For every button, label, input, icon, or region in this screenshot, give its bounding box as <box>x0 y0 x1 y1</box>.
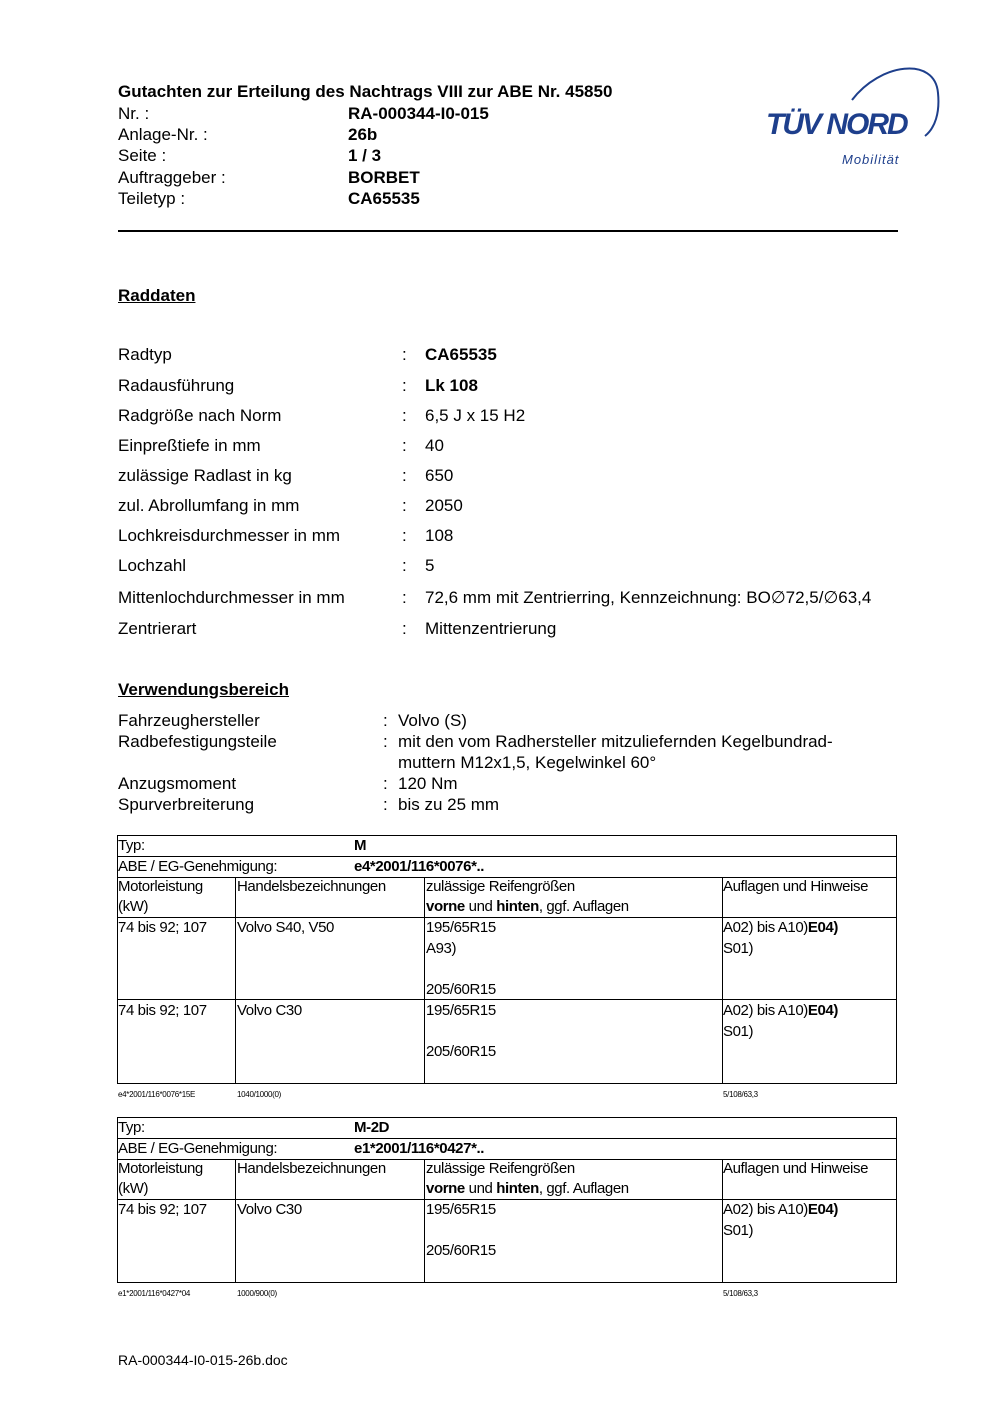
tuv-nord-logo <box>760 58 945 173</box>
col-header-auflagen: Auflagen und Hinweise <box>723 1160 869 1177</box>
cell-tire: 195/65R15 <box>426 1201 496 1218</box>
col-header-vorne-hinten: vorne und hinten, ggf. Auflagen <box>426 898 629 915</box>
typ-label: Typ: <box>118 837 145 854</box>
cell-notes: A02) bis A10)E04) <box>723 1002 838 1019</box>
table-footnote-code: e4*2001/116*0076*15E <box>118 1090 196 1099</box>
typ-value: M <box>354 837 367 854</box>
field-label-seite: Seite : <box>118 146 167 165</box>
abe-label: ABE / EG-Genehmigung: <box>118 858 278 875</box>
cell-tire: 195/65R15 <box>426 1002 496 1019</box>
field-value-anlage: 26b <box>348 125 378 144</box>
cell-kw: 74 bis 92; 107 <box>118 1002 207 1019</box>
cell-name: Volvo C30 <box>237 1201 302 1218</box>
col-header-auflagen: Auflagen und Hinweise <box>723 878 869 895</box>
field-label-auftraggeber: Auftraggeber : <box>118 168 226 187</box>
cell-kw: 74 bis 92; 107 <box>118 1201 207 1218</box>
document-title: Gutachten zur Erteilung des Nachtrags VIII zur ABE Nr. 45850 <box>118 82 613 101</box>
table-footnote-code: e1*2001/116*0427*04 <box>118 1289 191 1298</box>
col-header-vorne-hinten: vorne und hinten, ggf. Auflagen <box>426 1180 629 1197</box>
col-header-motorleistung: Motorleistung <box>118 878 203 895</box>
footer-filename: RA-000344-I0-015-26b.doc <box>118 1352 288 1368</box>
field-label-anlage: Anlage-Nr. : <box>118 125 208 144</box>
field-value-auftraggeber: BORBET <box>348 168 420 187</box>
col-header-motorleistung: Motorleistung <box>118 1160 203 1177</box>
cell-notes: S01) <box>723 1222 754 1239</box>
abe-label: ABE / EG-Genehmigung: <box>118 1140 278 1157</box>
field-value-teiletyp: CA65535 <box>348 189 420 208</box>
cell-tire: 195/65R15 <box>426 919 496 936</box>
table-footnote-bolt: 5/108/63,3 <box>723 1289 758 1298</box>
field-label-teiletyp: Teiletyp : <box>118 189 186 208</box>
cell-tire: 205/60R15 <box>426 1043 496 1060</box>
field-value-seite: 1 / 3 <box>348 146 382 165</box>
table-footnote-weight: 1000/900(0) <box>237 1289 277 1298</box>
cell-notes: S01) <box>723 940 754 957</box>
abe-value: e1*2001/116*0427*.. <box>354 1140 485 1157</box>
cell-notes: A02) bis A10)E04) <box>723 1201 838 1218</box>
logo-sub: Mobilität <box>842 152 900 167</box>
field-label-nr: Nr. : <box>118 104 150 123</box>
typ-row <box>117 835 897 857</box>
cell-tire: 205/60R15 <box>426 1242 496 1259</box>
table-footnote-weight: 1040/1000(0) <box>237 1090 281 1099</box>
col-header-kw: (kW) <box>118 1180 149 1197</box>
cell-tire: 205/60R15 <box>426 981 496 998</box>
field-value-nr: RA-000344-I0-015 <box>348 104 489 123</box>
abe-value: e4*2001/116*0076*.. <box>354 858 485 875</box>
typ-row <box>117 1117 897 1139</box>
cell-notes: A02) bis A10)E04) <box>723 919 838 936</box>
section-heading-raddaten: Raddaten <box>118 286 196 305</box>
cell-tire: A93) <box>426 940 457 957</box>
cell-name: Volvo S40, V50 <box>237 919 334 936</box>
col-header-kw: (kW) <box>118 898 149 915</box>
col-header-reifengroessen: zulässige Reifengrößen <box>426 878 575 895</box>
col-header-handelsbezeichnungen: Handelsbezeichnungen <box>237 878 386 895</box>
table-footnote-bolt: 5/108/63,3 <box>723 1090 758 1099</box>
logo-brand: TÜV NORD <box>766 108 907 141</box>
typ-value: M-2D <box>354 1119 390 1136</box>
header-rule <box>118 230 898 232</box>
col-header-handelsbezeichnungen: Handelsbezeichnungen <box>237 1160 386 1177</box>
cell-name: Volvo C30 <box>237 1002 302 1019</box>
col-header-reifengroessen: zulässige Reifengrößen <box>426 1160 575 1177</box>
typ-label: Typ: <box>118 1119 145 1136</box>
vehicle-table <box>117 835 897 1099</box>
cell-kw: 74 bis 92; 107 <box>118 919 207 936</box>
cell-notes: S01) <box>723 1023 754 1040</box>
vehicle-table <box>117 1117 897 1297</box>
section-heading-verwendungsbereich: Verwendungsbereich <box>118 680 289 699</box>
